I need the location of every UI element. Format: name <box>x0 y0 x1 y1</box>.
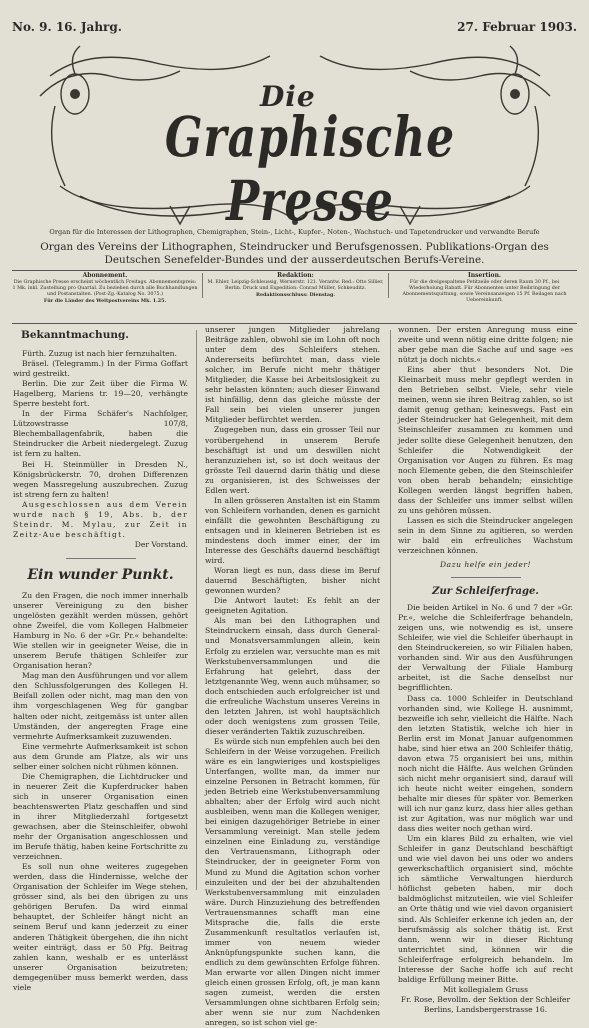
article-paragraph: Mag man den Ausführungen und vor allem den Schlussfolgerungen des Kollegen H. Beifall zollen oder nicht, mag man den von ihm vorgeschlagenen Weg für gangbar halten oder nicht, zeitgemäss ist unter allen Umständen, der angeregten Frage eine vermehrte Aufmerksamkeit zuzuwenden. <box>13 671 188 741</box>
abonnement-text: Die Graphische Presse erscheint wöchentlich Freitags. Abonnementspreis: 1 Mk. inkl. Zustellung pro Quartal. Zu beziehen durch alle Buchhandlungen und Postanstalten. (Post-Zg.-Katalog No. 3075.) <box>12 280 198 297</box>
abonnement-foreign: Für die Länder des Weltpostvereins Mk. 1.25. <box>43 298 167 304</box>
issue-number: No. 9. 16. Jahrg. <box>12 20 122 34</box>
notice: Bei H. Steinmüller in Dresden N., Königsbrückerstr. 70, drohen Differenzen wegen Massregelung auszubrechen. Zuzug ist streng fern zu halten! <box>13 459 188 499</box>
organ-subtitle: Organ für die Interessen der Lithographen, Chemigraphen, Stein-, Licht-, Kupfer-, Noten-, Wachstuch- und Tapetendrucker und verwandte Berufe <box>49 228 540 236</box>
wunder-punkt-heading: Ein wunder Punkt. <box>27 566 174 583</box>
column-rule <box>196 330 197 890</box>
column-rule <box>390 330 391 890</box>
column-1 <box>13 325 188 992</box>
divider <box>66 558 136 559</box>
article-paragraph: Als man bei den Lithographen und Steindruckern einsah, dass durch General- und Monatsversammlungen allein, kein Erfolg zu erzielen war, versuchte man es mit Werkstubenversammlungen und die Erfahrung hat gelehrt, dass der letztgenannte Weg, wenn auch mühsamer, so doch entschieden auch erfolgreicher ist und die erfreuliche Wachstum unseres Vereins in den letzten Jahren, ist wohl hauptsächlich oder doch wenigstens zum grossen Teile, dieser veränderten Taktik zuzuschreiben. <box>205 616 380 736</box>
redaktion-box <box>202 273 389 298</box>
article-paragraph: Die Antwort lautet: Es fehlt an der geeigneten Agitation. <box>205 596 380 616</box>
notice: In der Firma Schäfer's Nachfolger, Lützowstrasse 107/8, Blechemballagenfabrik, haben die Steindrucker die Arbeit niedergelegt. Zuzug ist fern zu halten. <box>13 409 188 459</box>
article-paragraph: Die Chemigraphen, die Lichtdrucker und in neuerer Zeit die Kupferdrucker haben sich in unserer Organisation einen beachtenswerten Platz geschaffen und sind in ihrer Mitgliederzahl fortgesetzt gewachsen, aber die Steinschleifer, obwohl mehr der Organisation angeschlossen und im Berufe thätig, haben keine Fortschritte zu verzeichnen. <box>13 771 188 862</box>
notice: Bräsel. (Telegramm.) In der Firma Goffart wird gestreikt. <box>13 359 188 379</box>
insertion-text: Für die dreigespaltene Petitzeile oder deren Raum 30 Pf., bei Wiederholung Rabatt. Für Abonnenten unter Beibringung der Abonnementsquittung, sowie Vereinsanzeigen 15 Pf. Beilagen nach Uebereinkunft. <box>402 280 567 303</box>
issue-line <box>12 20 577 36</box>
insertion-box <box>392 273 577 304</box>
bekanntmachung-heading: Bekanntmachung. <box>21 329 129 341</box>
divider <box>451 577 521 578</box>
organ-main-line: Organ des Vereins der Lithographen, Steindrucker und Berufsgenossen. Publikations-Organ des Deutschen Senefelder-Bundes und der ausserdeutschen Berufs-Vereine. <box>40 241 549 266</box>
article-paragraph: Es soll nun ohne weiteres zugegeben werden, dass die Hindernisse, welche der Organisation der Schleifer im Wege stehen, grösser sind, als bei den übrigen zu uns gehörigen Berufen. Da wird einmal behauptet, der Schleifer hängt nicht an seinem Beruf und kann jederzeit zu einer anderen Thätigkeit übergehen, die ihn nicht weiter einträgt, dass er 50 Pfg. Beitrag zahlen kann, weshalb er es unterlässt unserer Organisation beizutreten; demgegenüber muss bemerkt werden, dass viele <box>13 862 188 992</box>
vorstand-signature: Der Vorstand. <box>134 539 188 549</box>
redaktion-title: Redaktion: <box>277 272 314 279</box>
abonnement-box <box>12 273 198 304</box>
insertion-title: Insertion. <box>467 272 502 279</box>
schleiferfrage-heading: Zur Schleiferfrage. <box>432 586 539 598</box>
article-paragraph: Um ein klares Bild zu erhalten, wie viel Schleifer in ganz Deutschland beschäftigt und wie viel davon bei uns oder wo anders gewerkschaftlich organisiert sind, möchte ich sämtliche Verwaltungen hierdurch höflichst gebeten haben, mir doch baldmöglichst mitzuteilen, wie viel Schleifer an Orte thätig und wie viel davon organisiert sind. Als Schleifer erkenne ich jeden an, der berufsmässig als solcher thätig ist. Erst dann, wenn wir in dieser Richtung unterrichtet sind, können wir die Schleiferfrage erfolgreich behandeln. Im Interesse der Sache hoffe ich auf recht baldige Erfüllung meiner Bitte. <box>398 834 573 984</box>
article-paragraph: wonnen. Der ersten Anregung muss eine zweite und wenn nötig eine dritte folgen; nie aber gebe man die Sache auf und sage »es nützt ja doch nichts.« <box>398 325 573 365</box>
article-paragraph: Eine vermehrte Aufmerksamkeit ist schon aus dem Grunde am Platze, als wir uns selber einer solchen nicht rühmen können. <box>13 741 188 771</box>
article-paragraph: Woran liegt es nun, dass diese im Beruf dauernd Beschäftigten, bisher nicht gewonnen wurden? <box>205 566 380 596</box>
column-3 <box>398 325 573 1014</box>
article-paragraph: Zu den Fragen, die noch immer innerhalb unserer Vereinigung zu den bisher ungelösten gezählt werden müssen, gehört ohne Zweifel, die vom Kollegen Halbmeier Hamburg in No. 6 der »Gr. Pr.« behandelte: Wie stellen wir in geeigneter Weise, die in unserem Berufe thätigen Schleifer zur Organisation heran? <box>13 590 188 671</box>
greeting: Mit kollegialem Gruss <box>443 984 528 994</box>
masthead-title-small: Die <box>260 80 316 113</box>
article-paragraph: Eins aber thut besonders Not. Die Kleinarbeit muss mehr gepflegt werden in den Betrieben selbst. Viele, sehr viele meinen, wenn sie ihren Beitrag zahlen, so ist damit genug gethan; keineswegs. Fast ein jeder Steindrucker hat Gelegenheit, mit dem Steinschleifer zusammen zu kommen und jeder sollte diese Gelegenheit benutzen, den Schleifer die Notwendigkeit der Organisation vor Augen zu führen. Es mag noch Elemente geben, die den Steinschleifer von oben herab behandeln; einsichtige Kollegen werden längst begriffen haben, dass der Schleifer uns immer selbst willen zu uns gehören müssen. <box>398 365 573 515</box>
redaktion-text: M. Ehler, Leipzig-Schleussig, Wernerstr. 121. Verantw. Red.: Otto Sillier, Berlin. Druck und Expedition: Conrad Müller, Schkeuditz. <box>207 280 384 291</box>
article-paragraph: Es würde sich nun empfehlen auch bei den Schleifern in der Weise vorzugehen. Freilich wäre es ein langwieriges und kostspieliges Unterfangen, wollte man, da immer nur einzelne Personen in Betracht kommen, für jeden Betrieb eine Werkstubenversammlung abhalten; aber der Erfolg wird auch nicht ausbleiben, wenn man die Kollegen weniger, bei einigen dazugehöriger Betriebe in einer Versammlung vereinigt. Man stelle jedem einzelnen eine Einladung zu, verständige den Vertrauensmann, Lithograph oder Steindrucker, der in geeigneter Form von Mund zu Mund die Agitation schon vorher einzuleiten und der bei der abzuhaltenden Werkstubenversammlung mit einzuladen wäre. Durch Hinzuziehung des betreffenden Vertrauensmannes schafft man eine Mitsprache die, falls die erste Zusammenkunft resultatlos verlaufen ist, immer von neuem wieder Anknüpfungspunkte suchen kann, die endlich zu dem gewünschten Erfolge führen. Man erwarte vor allen Dingen nicht immer gleich einen grossen Erfolg, oft, je man kann sagen zumeist, werden die ersten Versammlungen ohne sichtbaren Erfolg sein; aber wenn sie nur zum Nachdenken anregen, so ist schon viel ge- <box>205 736 381 1028</box>
article-paragraph: Dass ca. 1000 Schleifer in Deutschland vorhanden sind, wie Kollege H. ausnimmt, bezweifle ich sehr, vielleicht die Hälfte. Nach den letzten Statistik, welche ich hier in Berlin erst im Monat Januar aufgenommen habe, sind hier etwa an 200 Schleifer thätig, davon etwa 75 organisiert bei uns, mithin noch nicht die Hälfte. Aus welchen Gründen sich nicht mehr organisiert sind, darauf will ich heute nicht weiter eingehen, sondern behalte mir dieses für später vor. Bemerken will ich nur ganz kurz, dass hier alles gethan ist zur Agitation, was nur möglich war und dass dies weiter noch gethan wird. <box>398 693 573 834</box>
issue-date: 27. Februar 1903. <box>457 20 577 34</box>
masthead-title: Graphische Presse <box>164 106 456 234</box>
article-paragraph: In allen grösseren Anstalten ist ein Stamm von Schleifern vorhanden, denen es garnicht einfällt die gewohnten Beschäftigung zu entsagen und in kleineren Betrieben ist es mindestens doch immer einer, der im Interesse des Geschäfts dauernd beschäftigt wird. <box>205 495 380 566</box>
article-paragraph: Zugegeben nun, dass ein grosser Teil nur vorübergehend in unserem Berufe beschäftigt ist und um deswillen nicht heranzuziehen ist, so ist doch weitaus der grösste Teil dauernd darin thätig und diese zu organisieren, ist des Schweisses der Edlen wert. <box>205 425 380 495</box>
notice: Berlin. Die zur Zeit über die Firma W. Hagelberg, Mariens tr. 19—20, verhängte Sperre besteht fort. <box>13 379 188 409</box>
article-paragraph: Die beiden Artikel in No. 6 und 7 der »Gr. Pr.«, welche die Schleiferfrage behandeln, zeigen uns, wie notwendig es ist, unsere Schleifer, wie viel die Schleifer überhaupt in den Steindruckereien, so wir Filialen haben, vorhanden sind. Wir aus den Ausführungen der Verwaltung der Filiale Hamburg arbeitet, ist die Sache denselbst nur begrifflichten. <box>398 603 573 693</box>
column-2 <box>205 325 381 1028</box>
closing-slogan: Dazu helfe ein jeder! <box>439 560 532 570</box>
redaktion-deadline: Redaktionsschluss: Dienstag. <box>255 292 336 298</box>
notice: Fürth. Zuzug ist nach hier fernzuhalten. <box>22 349 177 358</box>
article-paragraph: Lassen es sich die Steindrucker angelegen sein in dem Sinne zu agitieren, so werden wir bald ein erfreuliches Wachstum verzeichnen können. <box>398 515 573 556</box>
signature: Fr. Rose, Bevollm. der Sektion der Schleifer Berlins, Landsbergerstrasse 16. <box>400 994 571 1014</box>
notice: Ausgeschlossen aus dem Verein wurde nach § 19, Abs. b, der Steindr. M. Mylau, zur Zeit in Zeitz-Aue beschäftigt. <box>13 499 188 539</box>
info-bar <box>12 270 577 324</box>
article-paragraph: unserer jungen Mitglieder jahrelang Beiträge zahlen, obwohl sie im Lohn oft noch unter dem des Schleifers stehen. Andererseits befürchtet man, dass viele solcher, im Berufe nicht mehr thätiger Mitglieder, die Kasse bei Arbeitslosigkeit zu sehr belasten könnten; auch dieser Einwand ist hinfällig, denn das gleiche müsste der Fall sein bei vielen unserer jungen Mitglieder befürchtet werden. <box>205 325 380 425</box>
abonnement-title: Abonnement. <box>82 272 128 279</box>
